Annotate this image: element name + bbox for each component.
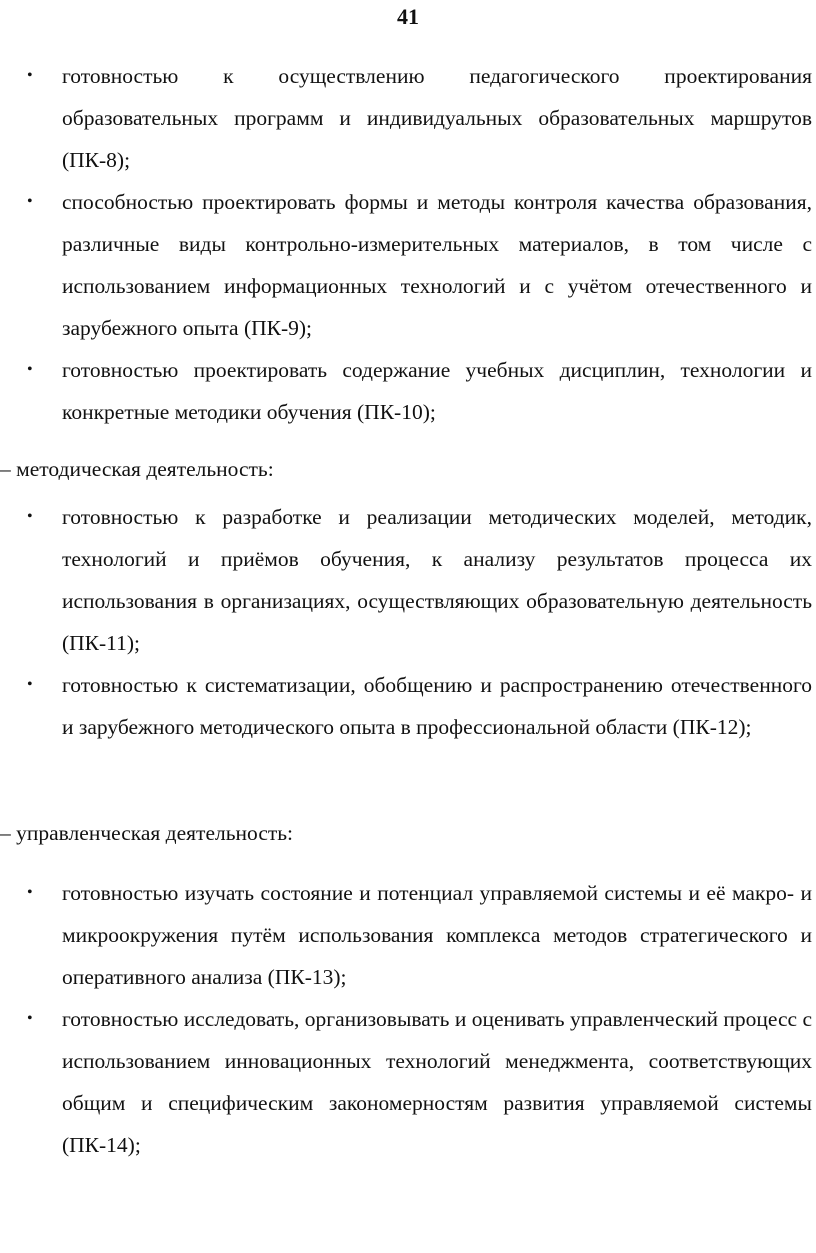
- list-item: [0, 349, 816, 433]
- item-text: готовностью исследовать, организовывать и оценивать управленческий процесс с использованием инновационных технологий менеджмента, соответствующих общим и специфическим закономерностям развития управляемой системы (ПК-14);: [62, 1007, 813, 1157]
- item-text: готовностью изучать состояние и потенциал управляемой системы и её макро- и микроокружения путём использования комплекса методов стратегического и оперативного анализа (ПК-13);: [62, 881, 812, 989]
- competency-list-1: [0, 55, 816, 433]
- bullet-icon: •: [27, 193, 33, 210]
- bullet-icon: •: [27, 508, 33, 525]
- page-number: 41: [397, 4, 419, 29]
- item-text: готовностью к осуществлению педагогического проектирования образовательных программ и индивидуальных образовательных маршрутов (ПК-8);: [62, 64, 812, 172]
- list-item: [0, 664, 816, 748]
- bullet-icon: •: [27, 676, 33, 693]
- section-heading-methodical: – методическая деятельность:: [0, 457, 274, 481]
- bullet-icon: •: [27, 67, 33, 84]
- competency-list-3: [0, 872, 816, 1166]
- bullet-icon: •: [27, 884, 33, 901]
- list-item: [0, 872, 816, 998]
- list-item: [0, 998, 816, 1166]
- item-text: готовностью проектировать содержание учебных дисциплин, технологии и конкретные методики обучения (ПК-10);: [62, 358, 812, 424]
- list-item: [0, 496, 816, 664]
- item-text: готовностью к систематизации, обобщению и распространению отечественного и зарубежного методического опыта в профессиональной области (ПК-12);: [62, 673, 812, 739]
- list-item: [0, 55, 816, 181]
- item-text: способностью проектировать формы и методы контроля качества образования, различные виды контрольно-измерительных материалов, в том числе с использованием информационных технологий и с учётом отечественного и зарубежного опыта (ПК-9);: [62, 190, 812, 340]
- section-heading-managerial: – управленческая деятельность:: [0, 821, 294, 845]
- competency-list-2: [0, 496, 816, 748]
- list-item: [0, 181, 816, 349]
- bullet-icon: •: [27, 361, 33, 378]
- item-text: готовностью к разработке и реализации методических моделей, методик, технологий и приёмов обучения, к анализу результатов процесса их использования в организациях, осуществляющих образовательную деятельность (ПК-11);: [62, 505, 812, 655]
- bullet-icon: •: [27, 1010, 33, 1027]
